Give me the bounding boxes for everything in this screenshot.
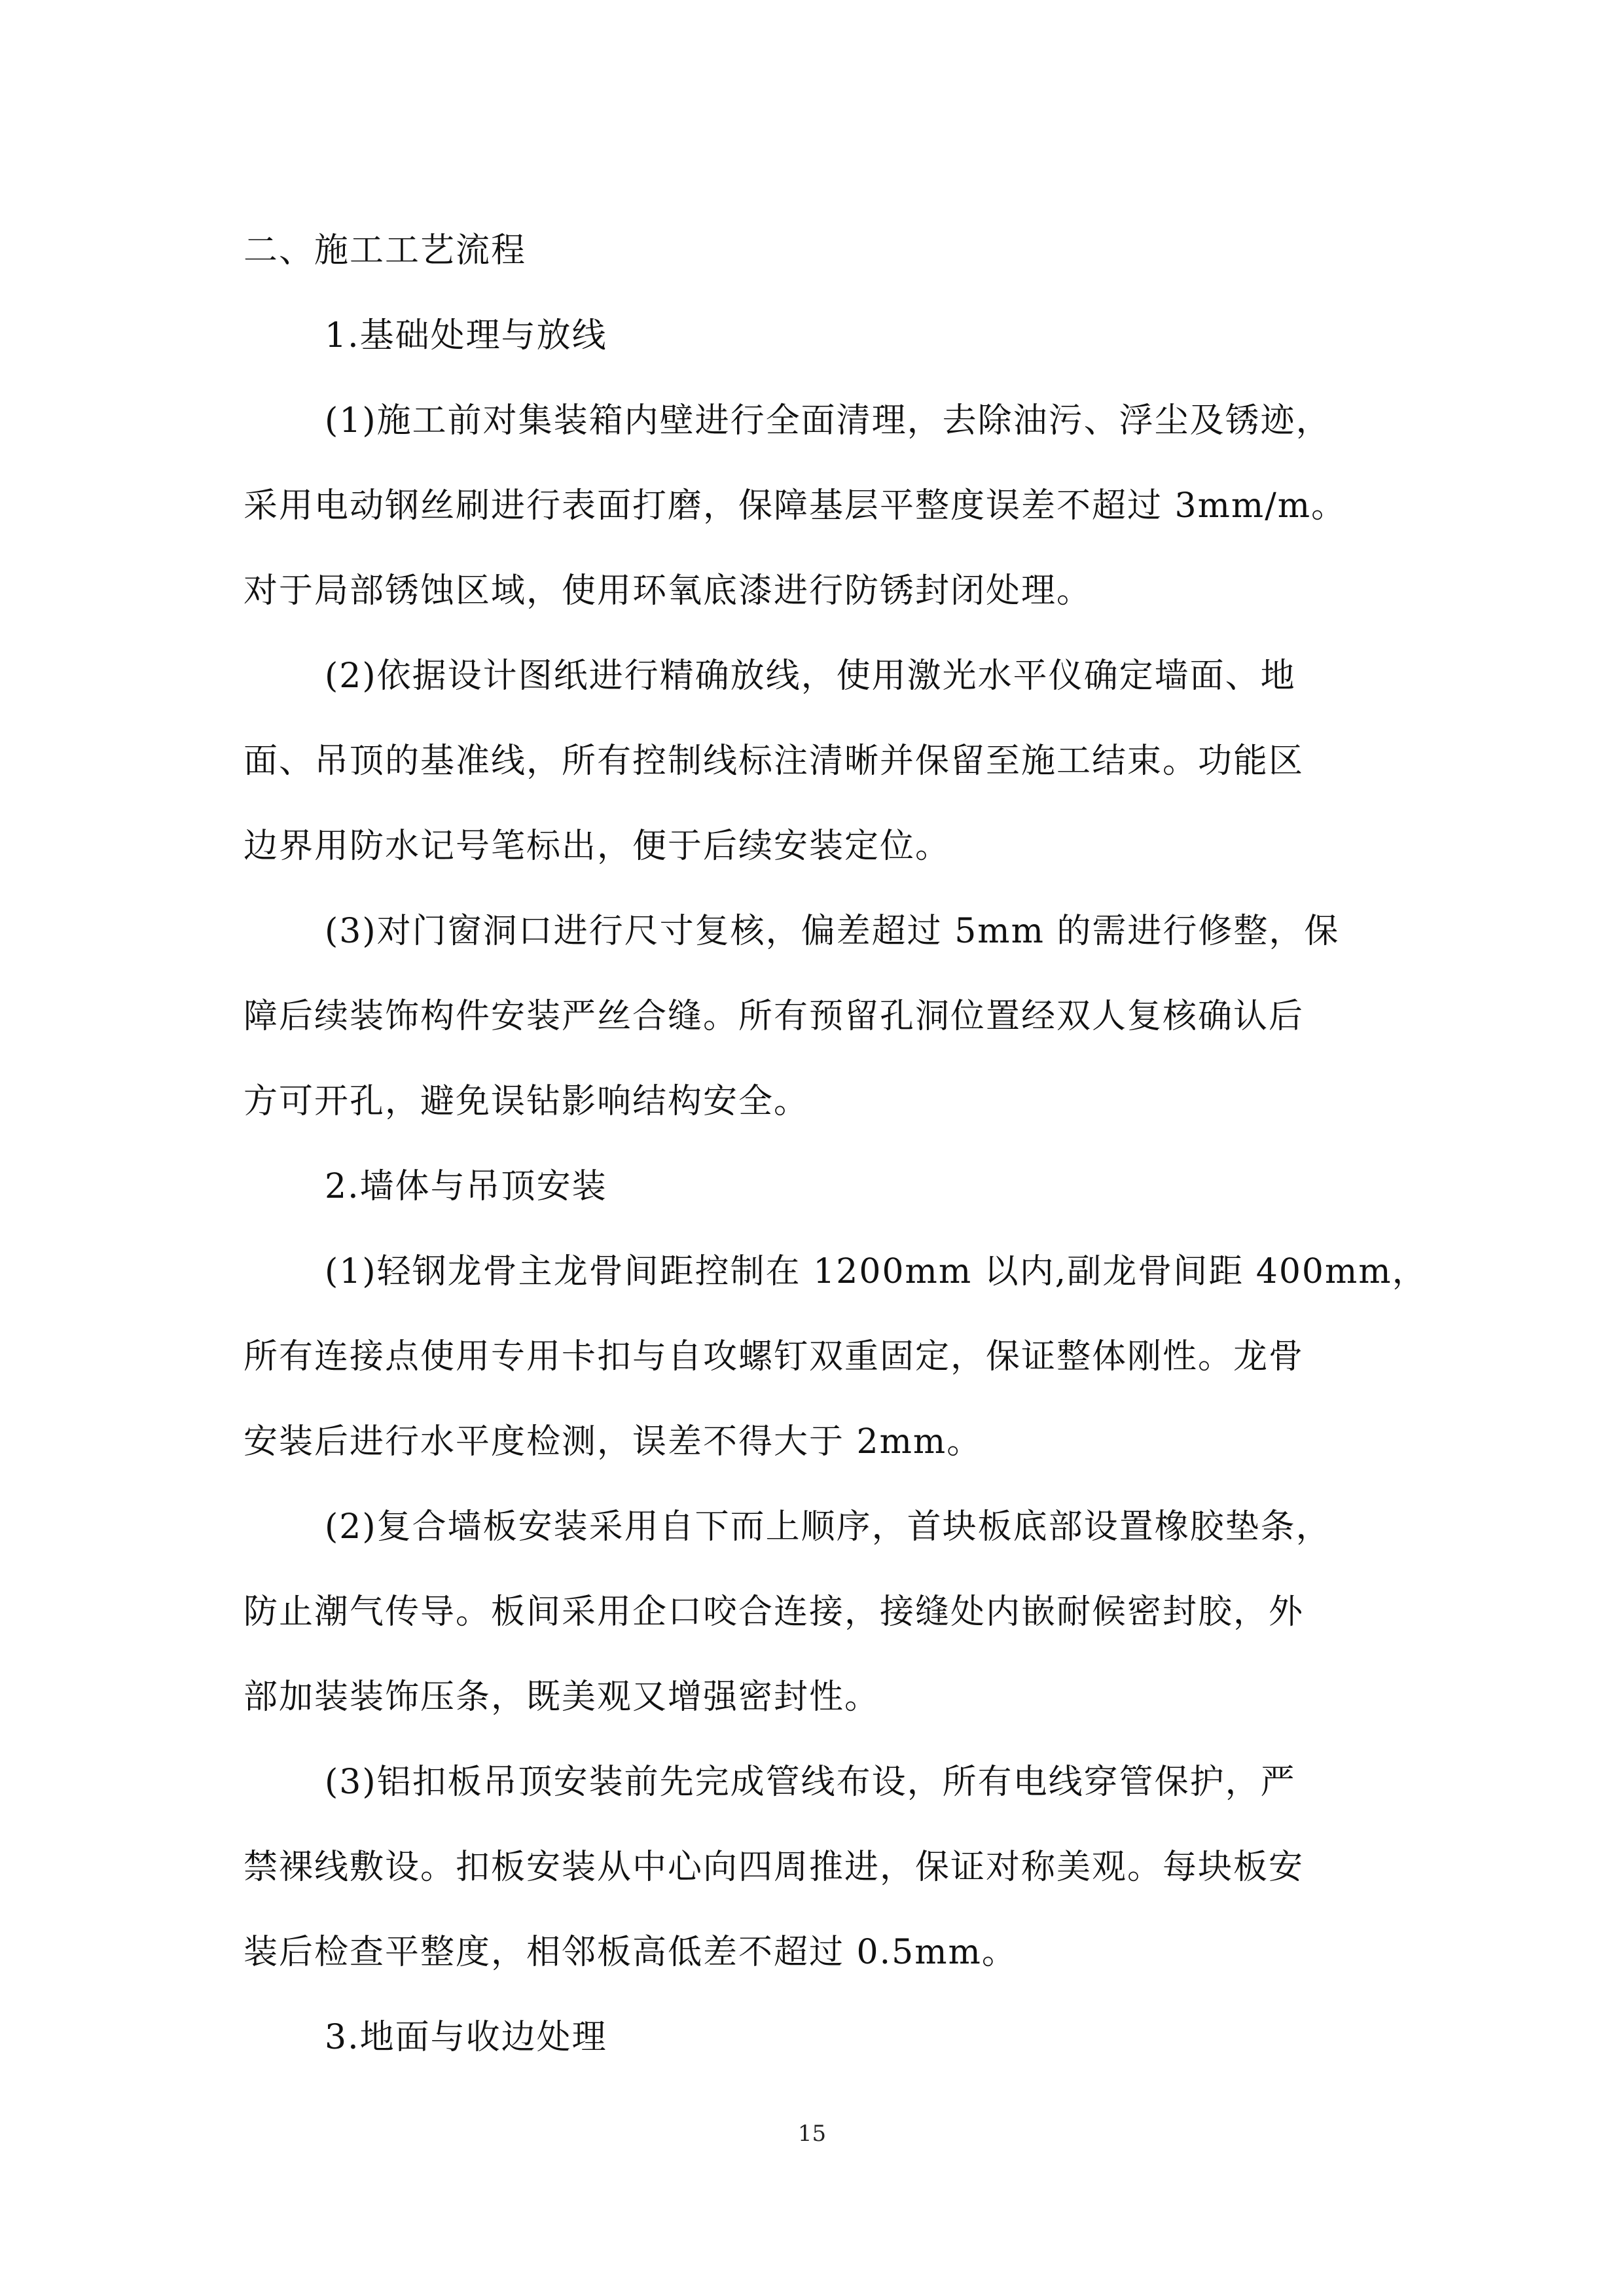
paragraph-line: (2)复合墙板安装采用自下而上顺序，首块板底部设置橡胶垫条，	[325, 1507, 1331, 1547]
subsection-heading: 1.基础处理与放线	[325, 316, 607, 355]
paragraph-line: 采用电动钢丝刷进行表面打磨，保障基层平整度误差不超过 3mm/m。	[244, 486, 1347, 526]
paragraph-line: (1)施工前对集装箱内壁进行全面清理，去除油污、浮尘及锈迹，	[325, 401, 1331, 440]
paragraph-line: 方可开孔，避免误钻影响结构安全。	[244, 1082, 810, 1121]
paragraph-line: 禁裸线敷设。扣板安装从中心向四周推进，保证对称美观。每块板安	[244, 1848, 1305, 1887]
paragraph-line: 边界用防水记号笔标出，便于后续安装定位。	[244, 827, 951, 866]
subsection-heading: 3.地面与收边处理	[325, 2018, 607, 2057]
paragraph-line: 部加装装饰压条，既美观又增强密封性。	[244, 1677, 880, 1717]
paragraph-line: 装后检查平整度，相邻板高低差不超过 0.5mm。	[244, 1933, 1017, 1972]
paragraph-line: 障后续装饰构件安装严丝合缝。所有预留孔洞位置经双人复核确认后	[244, 997, 1305, 1036]
section-heading: 二、施工工艺流程	[244, 231, 527, 270]
paragraph-line: 对于局部锈蚀区域，使用环氧底漆进行防锈封闭处理。	[244, 571, 1092, 611]
subsection-heading: 2.墙体与吊顶安装	[325, 1167, 607, 1206]
paragraph-line: 防止潮气传导。板间采用企口咬合连接，接缝处内嵌耐候密封胶，外	[244, 1592, 1305, 1632]
paragraph-line: 所有连接点使用专用卡扣与自攻螺钉双重固定，保证整体刚性。龙骨	[244, 1337, 1305, 1376]
paragraph-line: 安装后进行水平度检测，误差不得大于 2mm。	[244, 1422, 983, 1462]
paragraph-line: 面、吊顶的基准线，所有控制线标注清晰并保留至施工结束。功能区	[244, 742, 1305, 781]
paragraph-line: (2)依据设计图纸进行精确放线，使用激光水平仪确定墙面、地	[325, 656, 1296, 696]
paragraph-line: (3)铝扣板吊顶安装前先完成管线布设，所有电线穿管保护，严	[325, 1763, 1296, 1802]
paragraph-line: (3)对门窗洞口进行尺寸复核，偏差超过 5mm 的需进行修整，保	[325, 912, 1340, 951]
paragraph-line: (1)轻钢龙骨主龙骨间距控制在 1200mm 以内,副龙骨间距 400mm，	[325, 1252, 1428, 1291]
page-body	[244, 208, 1428, 2080]
page-number: 15	[797, 2121, 827, 2147]
